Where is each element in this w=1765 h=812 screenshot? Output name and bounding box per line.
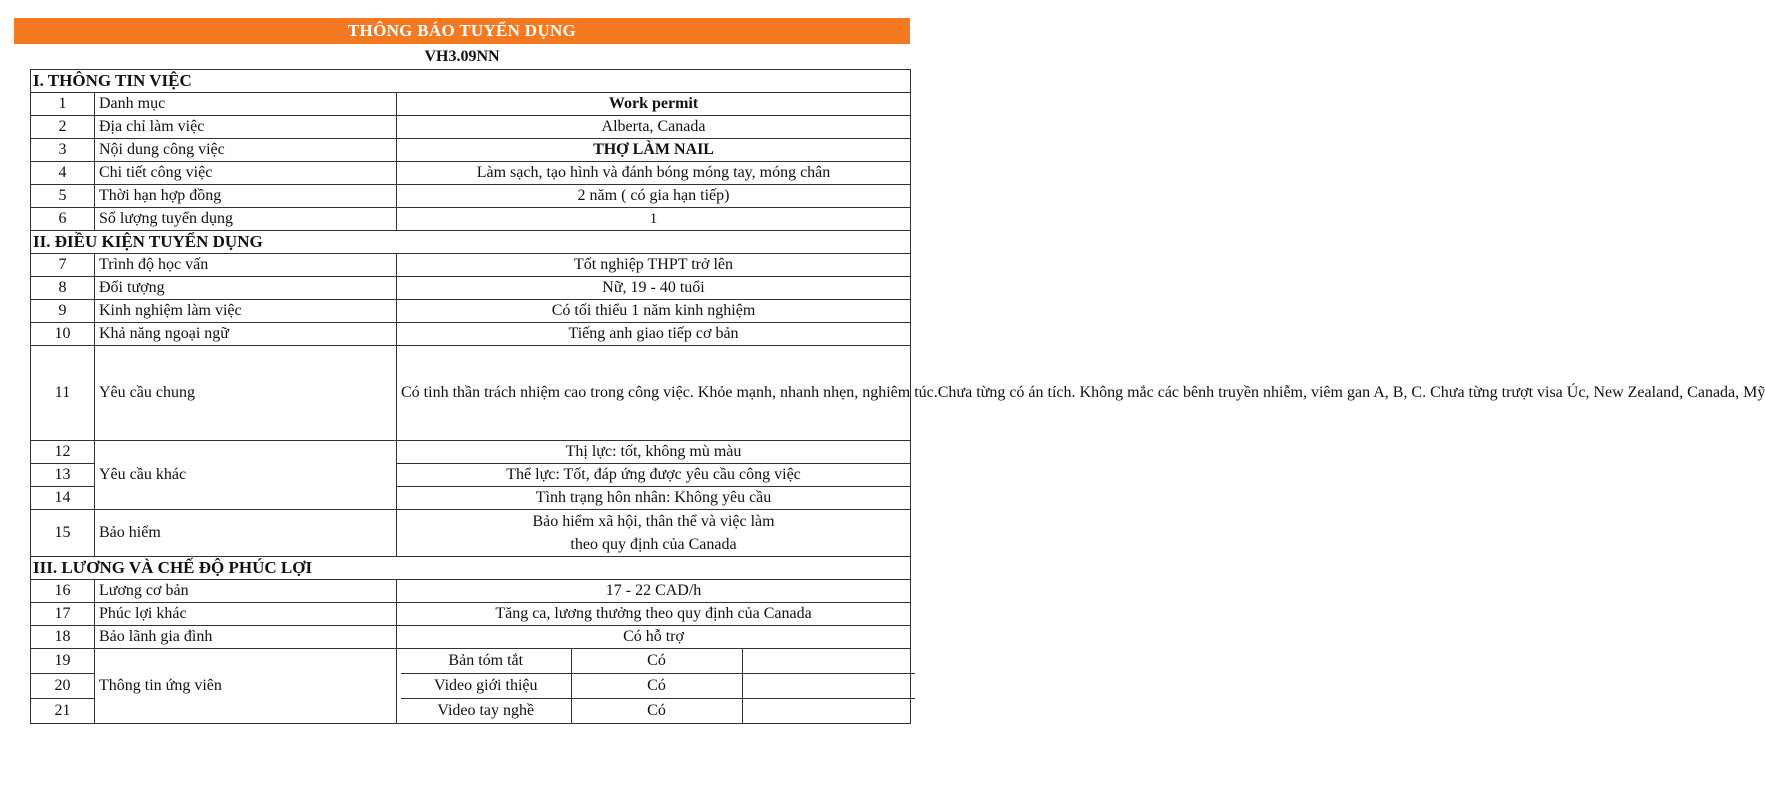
table-row bbox=[31, 323, 911, 346]
table-row bbox=[31, 580, 911, 603]
row-number-group bbox=[31, 649, 95, 724]
row-value: Tốt nghiệp THPT trở lên bbox=[397, 254, 911, 277]
table-row bbox=[31, 93, 911, 116]
row-value: Nữ, 19 - 40 tuổi bbox=[397, 277, 911, 300]
section-title: III. LƯƠNG VÀ CHẾ ĐỘ PHÚC LỢI bbox=[31, 557, 911, 580]
row-number: 9 bbox=[31, 300, 95, 323]
document-status: Có bbox=[571, 674, 742, 699]
row-label: Số lượng tuyển dụng bbox=[95, 208, 397, 231]
row-number: 20 bbox=[31, 674, 94, 699]
section-header-job-info bbox=[31, 70, 911, 93]
document-status: Có bbox=[571, 649, 742, 674]
row-value: Tăng ca, lương thưởng theo quy định của Canada bbox=[397, 603, 911, 626]
document-item: Video tay nghề bbox=[401, 699, 571, 724]
table-row bbox=[31, 185, 911, 208]
candidate-info-cell bbox=[397, 649, 911, 724]
row-label: Phúc lợi khác bbox=[95, 603, 397, 626]
row-number: 17 bbox=[31, 603, 95, 626]
row-number: 11 bbox=[31, 346, 95, 441]
job-code: VH3.09NN bbox=[424, 48, 500, 65]
row-number: 1 bbox=[31, 93, 95, 116]
row-number: 2 bbox=[31, 116, 95, 139]
table-row bbox=[31, 116, 911, 139]
row-label: Yêu cầu chung bbox=[95, 346, 397, 441]
row-label: Bảo lãnh gia đình bbox=[95, 626, 397, 649]
row-value: Work permit bbox=[397, 93, 911, 116]
section-header-requirements bbox=[31, 231, 911, 254]
row-number: 15 bbox=[31, 510, 95, 557]
row-number: 10 bbox=[31, 323, 95, 346]
row-label: Địa chỉ làm việc bbox=[95, 116, 397, 139]
row-number: 19 bbox=[31, 649, 94, 674]
row-number: 12 bbox=[31, 441, 95, 464]
table-row bbox=[401, 649, 915, 674]
row-value: Thể lực: Tốt, đáp ứng được yêu cầu công việc bbox=[397, 464, 911, 487]
table-row bbox=[31, 626, 911, 649]
candidate-info-table bbox=[401, 649, 915, 723]
document-item: Video giới thiệu bbox=[401, 674, 571, 699]
row-number: 4 bbox=[31, 162, 95, 185]
row-number: 6 bbox=[31, 208, 95, 231]
row-value: 17 - 22 CAD/h bbox=[397, 580, 911, 603]
row-value: Có tinh thần trách nhiệm cao trong công việc. Khỏe mạnh, nhanh nhẹn, nghiêm túc.Chưa từng có án tích. Không mắc các bênh truyền nhiễm, viêm gan A, B, C. Chưa từng trượt visa Úc, New Zealand, Canada, Mỹ bbox=[397, 346, 911, 441]
row-value: Tình trạng hôn nhân: Không yêu cầu bbox=[397, 487, 911, 510]
table-row bbox=[401, 699, 915, 724]
row-number: 8 bbox=[31, 277, 95, 300]
row-label: Yêu cầu khác bbox=[95, 441, 397, 510]
table-row bbox=[31, 254, 911, 277]
row-value: Làm sạch, tạo hình và đánh bóng móng tay, móng chân bbox=[397, 162, 911, 185]
table-row bbox=[401, 674, 915, 699]
row-value: Alberta, Canada bbox=[397, 116, 911, 139]
document-status: Có bbox=[571, 699, 742, 724]
row-label: Khả năng ngoại ngữ bbox=[95, 323, 397, 346]
row-number: 7 bbox=[31, 254, 95, 277]
row-value: Có hỗ trợ bbox=[397, 626, 911, 649]
row-number: 18 bbox=[31, 626, 95, 649]
row-value: 2 năm ( có gia hạn tiếp) bbox=[397, 185, 911, 208]
row-value: 1 bbox=[397, 208, 911, 231]
row-label: Thời hạn hợp đồng bbox=[95, 185, 397, 208]
row-value: Tiếng anh giao tiếp cơ bản bbox=[397, 323, 911, 346]
row-number: 16 bbox=[31, 580, 95, 603]
row-value: Có tối thiểu 1 năm kinh nghiệm bbox=[397, 300, 911, 323]
table-row bbox=[31, 162, 911, 185]
table-row bbox=[31, 603, 911, 626]
table-row bbox=[31, 510, 911, 557]
table-row bbox=[31, 649, 911, 724]
document-item: Bản tóm tắt bbox=[401, 649, 571, 674]
row-number: 5 bbox=[31, 185, 95, 208]
row-value: THỢ LÀM NAIL bbox=[397, 139, 911, 162]
row-label: Bảo hiểm bbox=[95, 510, 397, 557]
section-title: I. THÔNG TIN VIỆC bbox=[31, 70, 911, 93]
row-label: Trình độ học vấn bbox=[95, 254, 397, 277]
row-value bbox=[397, 510, 911, 557]
row-label: Đối tượng bbox=[95, 277, 397, 300]
row-label: Kinh nghiệm làm việc bbox=[95, 300, 397, 323]
row-number: 13 bbox=[31, 464, 95, 487]
empty-cell bbox=[742, 699, 915, 724]
job-posting-table bbox=[30, 69, 1765, 724]
table-row bbox=[31, 300, 911, 323]
row-label: Thông tin ứng viên bbox=[95, 649, 397, 724]
row-value-line: Bảo hiểm xã hội, thân thể và việc làm bbox=[532, 513, 775, 530]
row-number: 3 bbox=[31, 139, 95, 162]
empty-cell bbox=[742, 649, 915, 674]
row-label: Lương cơ bản bbox=[95, 580, 397, 603]
table-row bbox=[31, 441, 911, 464]
empty-cell bbox=[742, 674, 915, 699]
row-value-line: theo quy định của Canada bbox=[570, 536, 737, 553]
table-row bbox=[31, 277, 911, 300]
row-number: 14 bbox=[31, 487, 95, 510]
section-header-salary bbox=[31, 557, 911, 580]
section-title: II. ĐIỀU KIỆN TUYỂN DỤNG bbox=[31, 231, 911, 254]
table-row bbox=[31, 139, 911, 162]
page-title-banner: THÔNG BÁO TUYỂN DỤNG bbox=[14, 18, 910, 44]
row-label: Danh mục bbox=[95, 93, 397, 116]
table-row bbox=[31, 208, 911, 231]
table-row bbox=[31, 346, 911, 441]
row-value: Thị lực: tốt, không mù màu bbox=[397, 441, 911, 464]
row-label: Chi tiết công việc bbox=[95, 162, 397, 185]
row-label: Nội dung công việc bbox=[95, 139, 397, 162]
row-number: 21 bbox=[54, 702, 71, 719]
